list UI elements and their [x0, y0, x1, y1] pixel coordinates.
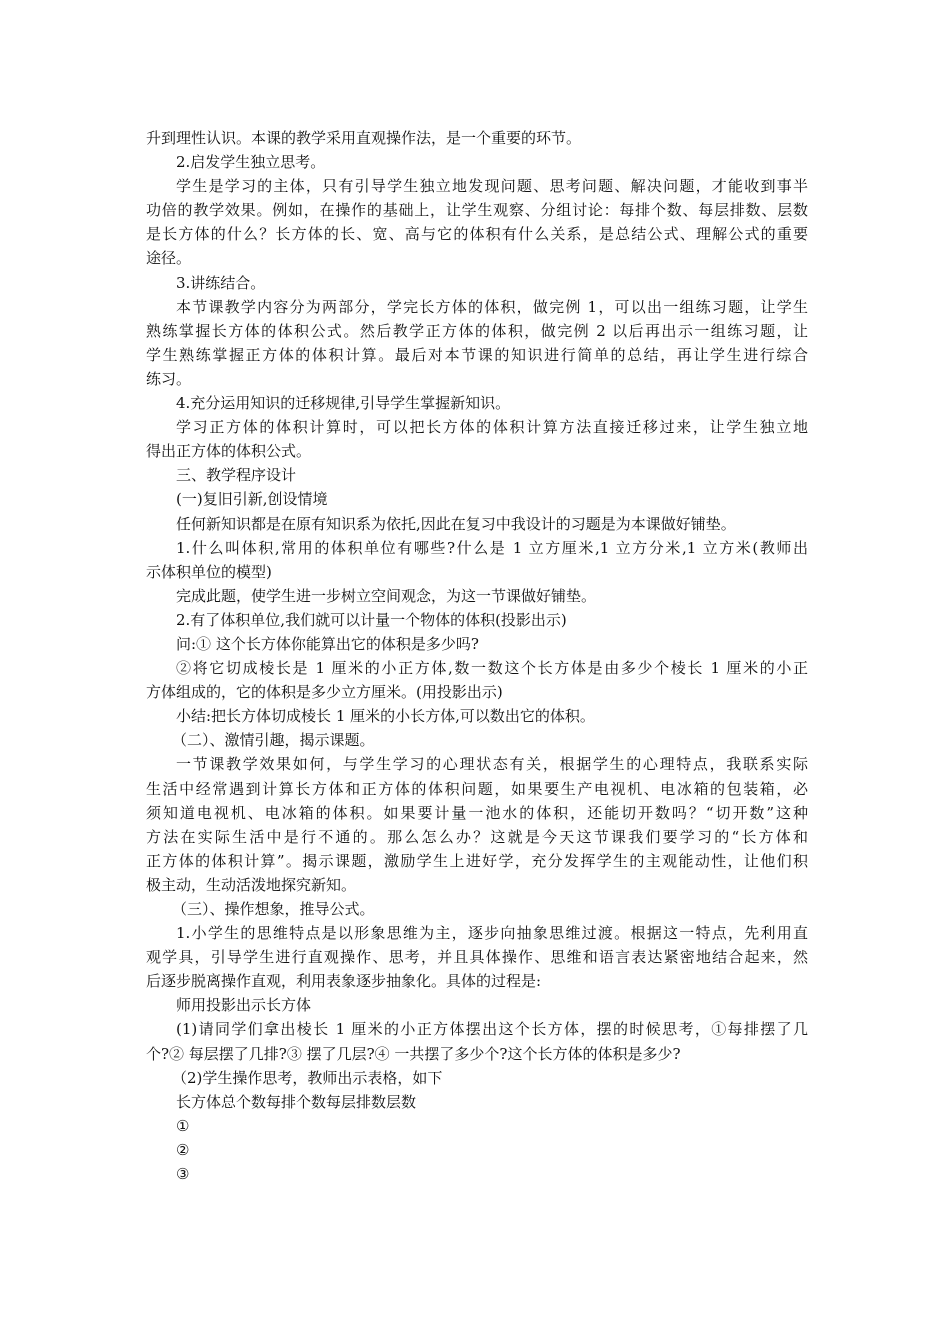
section-heading: （二）、激情引趣，揭示课题。 [172, 731, 375, 750]
text-line: 师用投影出示长方体 [176, 996, 312, 1015]
text-line: 升到理性认识。本课的教学采用直观操作法，是一个重要的环节。 [146, 129, 582, 147]
text-line: 得出正方体的体积公式。 [146, 442, 312, 461]
text-line: 方体组成的，它的体积是多少立方厘米。(用投影出示) [146, 683, 503, 702]
section-heading: 三、教学程序设计 [176, 466, 297, 485]
text-line: 须知道电视机、电冰箱的体积。如果要计量一池水的体积，还能切开数吗？“切开数”这种 [146, 803, 808, 822]
text-line: 2.有了体积单位,我们就可以计量一个物体的体积(投影出示) [176, 610, 567, 629]
text-line: 小结:把长方体切成棱长 1 厘米的小长方体,可以数出它的体积。 [176, 707, 595, 726]
table-header-text: 长方体总个数每排个数每层排数层数 [176, 1092, 417, 1111]
section-heading: 4.充分运用知识的迁移规律,引导学生掌握新知识。 [176, 394, 511, 413]
section-heading: （三）、操作想象，推导公式。 [172, 900, 375, 918]
document-page [146, 126, 808, 1186]
text-line: 任何新知识都是在原有知识系为依托,因此在复习中我设计的习题是为本课做好铺垫。 [176, 514, 736, 533]
text-line: 是长方体的什么？长方体的长、宽、高与它的体积有什么关系，是总结公式、理解公式的重要 [146, 225, 808, 244]
text-line: 学生是学习的主体，只有引导学生独立地发现问题、思考问题、解决问题，才能收到事半 [176, 177, 808, 196]
text-line: 后逐步脱离操作直观，利用表象逐步抽象化。具体的过程是: [146, 972, 542, 991]
text-line: 1.什么叫体积,常用的体积单位有哪些?什么是 1 立方厘米,1 立方分米,1 立方米(教师出 [176, 538, 808, 557]
table-row-marker: ① [176, 1116, 190, 1135]
text-line: 练习。 [146, 369, 192, 388]
text-line: 熟练掌握长方体的体积公式。然后教学正方体的体积，做完例 2 以后再出示一组练习题，让 [146, 321, 808, 340]
text-line: （2)学生操作思考，教师出示表格，如下 [172, 1068, 443, 1087]
text-line: 个?② 每层摆了几排?③ 摆了几层?④ 一共摆了多少个?这个长方体的体积是多少? [146, 1044, 681, 1063]
text-line: 生活中经常遇到计算长方体和正方体的体积问题，如果要生产电视机、电冰箱的包装箱，必 [146, 779, 808, 798]
text-line: 极主动，生动活泼地探究新知。 [146, 875, 357, 894]
text-line: 正方体的体积计算”。揭示课题，激励学生上进好学，充分发挥学生的主观能动性，让他们积 [146, 851, 808, 870]
text-line: 学生熟练掌握正方体的体积计算。最后对本节课的知识进行简单的总结，再让学生进行综合 [146, 345, 808, 364]
text-line: ②将它切成棱长是 1 厘米的小正方体,数一数这个长方体是由多少个棱长 1 厘米的小正 [176, 659, 808, 678]
section-heading: 2.启发学生独立思考。 [176, 153, 326, 172]
text-line: 学习正方体的体积计算时，可以把长方体的体积计算方法直接迁移过来，让学生独立地 [176, 418, 808, 437]
table-row-marker: ③ [176, 1165, 190, 1184]
text-line: 一节课教学效果如何，与学生学习的心理状态有关，根据学生的心理特点，我联系实际 [176, 755, 808, 774]
text-line: 功倍的教学效果。例如，在操作的基础上，让学生观察、分组讨论：每排个数、每层排数、层数 [146, 201, 808, 220]
text-line: 完成此题，使学生进一步树立空间观念，为这一节课做好铺垫。 [176, 586, 597, 605]
text-line: 观学具，引导学生进行直观操作、思考，并且具体操作、思维和语言表达紧密地结合起来，然 [146, 948, 808, 967]
text-line: (1)请同学们拿出棱长 1 厘米的小正方体摆出这个长方体，摆的时候思考，①每排摆了几 [176, 1020, 808, 1039]
section-heading: (一)复旧引新,创设情境 [176, 490, 328, 509]
section-heading: 3.讲练结合。 [176, 273, 266, 292]
text-line: 途径。 [146, 249, 192, 268]
text-line: 本节课教学内容分为两部分，学完长方体的体积，做完例 1，可以出一组练习题，让学生 [176, 297, 808, 316]
table-row-marker: ② [176, 1140, 190, 1159]
text-line: 1.小学生的思维特点是以形象思维为主，逐步向抽象思维过渡。根据这一特点，先利用直 [176, 924, 808, 943]
text-line: 问:① 这个长方体你能算出它的体积是多少吗? [176, 634, 479, 653]
text-line: 示体积单位的模型) [146, 562, 272, 581]
text-line: 方法在实际生活中是行不通的。那么怎么办？这就是今天这节课我们要学习的“长方体和 [146, 827, 808, 846]
